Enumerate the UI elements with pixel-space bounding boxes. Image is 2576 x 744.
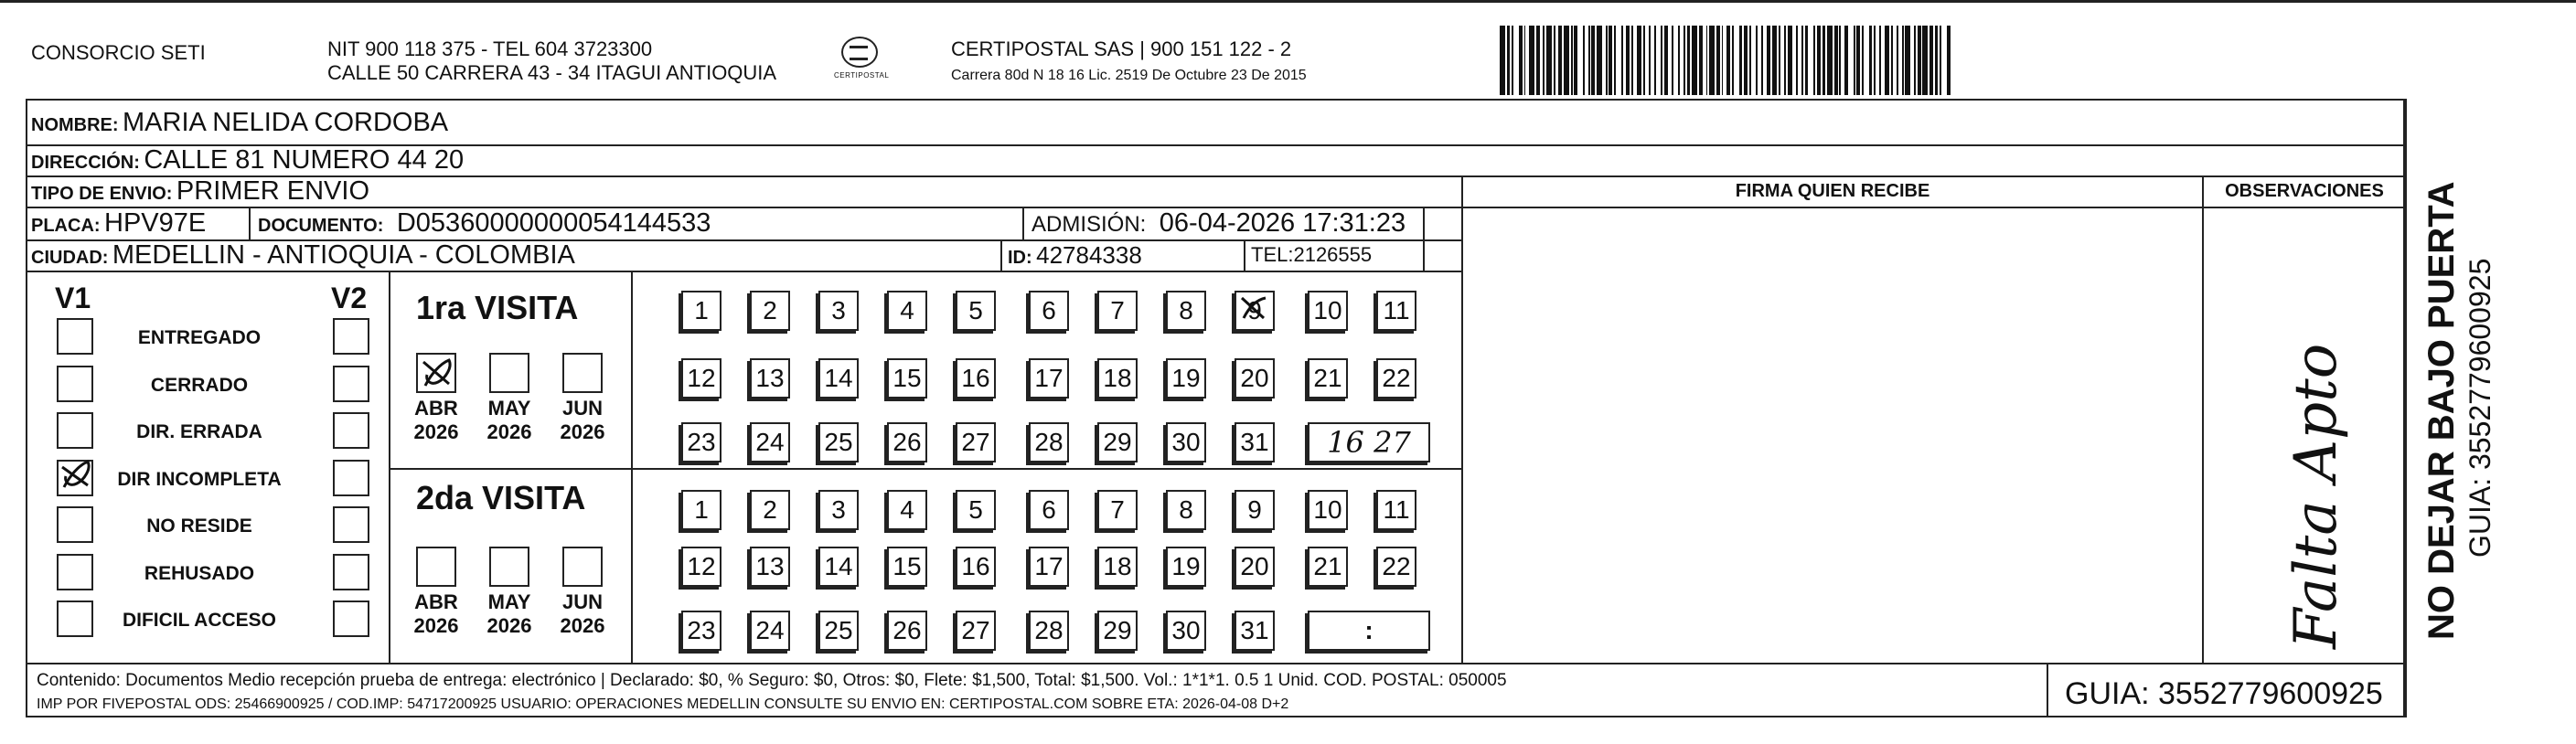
day-box[interactable]: 5 xyxy=(956,291,996,331)
admission-label: ADMISIÓN: xyxy=(1031,212,1147,237)
day-box[interactable]: 15 xyxy=(887,547,927,587)
status-v2-checkbox[interactable] xyxy=(333,366,369,402)
status-option-label: DIR INCOMPLETA xyxy=(117,469,282,490)
day-box[interactable]: 1 xyxy=(681,490,721,530)
day-box[interactable]: 10 xyxy=(1308,490,1348,530)
day-box[interactable]: 29 xyxy=(1097,422,1138,462)
day-box[interactable]: 18 xyxy=(1097,358,1138,399)
city-cell xyxy=(31,239,575,275)
day-box[interactable]: 9 xyxy=(1235,291,1275,331)
day-box[interactable]: 30 xyxy=(1166,611,1206,651)
status-option-label: DIFICIL ACCESO xyxy=(122,610,276,631)
col-divider xyxy=(2202,175,2204,663)
status-option-label: ENTREGADO xyxy=(137,327,262,348)
day-box[interactable]: 8 xyxy=(1166,291,1206,331)
status-v2-checkbox[interactable] xyxy=(333,412,369,449)
col-divider xyxy=(2405,99,2407,717)
status-v1-checkbox[interactable] xyxy=(57,506,93,543)
id-cell xyxy=(1008,239,1142,275)
admission-value: 06-04-2026 17:31:23 xyxy=(1159,208,1406,238)
day-box[interactable]: 19 xyxy=(1166,358,1206,399)
status-option-label: NO RESIDE xyxy=(146,515,252,537)
check-mark-icon xyxy=(57,456,93,493)
status-option-label: REHUSADO xyxy=(144,563,255,584)
v2-header: V2 xyxy=(331,282,368,314)
status-v1-checkbox[interactable] xyxy=(57,366,93,402)
day-box[interactable]: 23 xyxy=(681,611,721,651)
day-box[interactable]: 6 xyxy=(1029,291,1069,331)
id-label: ID: xyxy=(1008,248,1032,268)
day-box[interactable]: 1 xyxy=(681,291,721,331)
month-label: ABR 2026 xyxy=(413,590,459,637)
month-checkbox[interactable] xyxy=(489,547,529,587)
status-v2-checkbox[interactable] xyxy=(333,601,369,637)
day-box[interactable]: 26 xyxy=(887,422,927,462)
send-type: PRIMER ENVIO xyxy=(176,176,370,206)
day-box[interactable]: 6 xyxy=(1029,490,1069,530)
address-label: DIRECCIÓN: xyxy=(31,153,140,173)
day-box[interactable]: 17 xyxy=(1029,358,1069,399)
day-box[interactable]: 13 xyxy=(750,358,790,399)
first-visit-title: 1ra VISITA xyxy=(416,289,579,326)
document-label: DOCUMENTO: xyxy=(258,216,384,236)
certipostal-logo xyxy=(834,37,890,91)
day-box[interactable]: 17 xyxy=(1029,547,1069,587)
day-box[interactable]: 2 xyxy=(750,490,790,530)
month-label: JUN 2026 xyxy=(560,590,605,637)
tel-label: TEL: xyxy=(1251,243,1294,266)
day-box[interactable]: 24 xyxy=(750,422,790,462)
day-box[interactable]: 29 xyxy=(1097,611,1138,651)
month-label: MAY 2026 xyxy=(486,397,532,443)
day-box[interactable]: 27 xyxy=(956,422,996,462)
status-v1-checkbox[interactable] xyxy=(57,601,93,637)
status-v2-checkbox[interactable] xyxy=(333,460,369,496)
day-box[interactable]: 4 xyxy=(887,490,927,530)
month-checkbox[interactable] xyxy=(562,547,603,587)
day-box[interactable]: 4 xyxy=(887,291,927,331)
day-box[interactable]: 26 xyxy=(887,611,927,651)
status-v2-checkbox[interactable] xyxy=(333,318,369,355)
footer-content-line: Contenido: Documentos Medio recepción prueba de entrega: electrónico | Declarado: $0, % Seguro: $0, Otros: $0, Flete: $1,500, Total: $1,500. Vol.: 1*1*1. 0.5 1 Unid. COD. POSTAL: 050005 xyxy=(37,671,1507,690)
status-v1-checkbox[interactable] xyxy=(57,318,93,355)
observations-column-header: OBSERVACIONES xyxy=(2225,181,2384,201)
second-visit-title: 2da VISITA xyxy=(416,479,586,516)
signature-column-header: FIRMA QUIEN RECIBE xyxy=(1735,181,1930,201)
day-box[interactable]: 11 xyxy=(1376,490,1416,530)
col-divider xyxy=(389,271,390,663)
certipostal-line: CERTIPOSTAL SAS | 900 151 122 - 2 xyxy=(951,37,1292,60)
send-type-label: TIPO DE ENVIO: xyxy=(31,184,173,204)
day-box[interactable]: 2 xyxy=(750,291,790,331)
day-box[interactable]: 8 xyxy=(1166,490,1206,530)
status-option-label: CERRADO xyxy=(150,375,249,396)
status-v1-checkbox[interactable] xyxy=(57,412,93,449)
col-divider xyxy=(249,207,251,239)
month-label: ABR 2026 xyxy=(413,397,459,443)
day-box[interactable]: 20 xyxy=(1235,547,1275,587)
day-box[interactable]: 21 xyxy=(1308,547,1348,587)
side-warning: NO DEJAR BAJO PUERTA xyxy=(2421,181,2462,640)
day-box[interactable]: 31 xyxy=(1235,422,1275,462)
day-box[interactable]: 23 xyxy=(681,422,721,462)
col-divider xyxy=(1022,207,1024,239)
day-box[interactable]: 20 xyxy=(1235,358,1275,399)
day-box[interactable]: 31 xyxy=(1235,611,1275,651)
day-box[interactable]: 19 xyxy=(1166,547,1206,587)
day-box[interactable]: 15 xyxy=(887,358,927,399)
admission-cell xyxy=(1031,207,1406,243)
logo-caption: CERTIPOSTAL xyxy=(834,71,890,80)
handwritten-observation: Falta Apto xyxy=(2282,343,2350,649)
col-divider xyxy=(1461,175,1463,663)
day-box[interactable]: 18 xyxy=(1097,547,1138,587)
col-divider xyxy=(1244,239,1245,271)
v1-header: V1 xyxy=(55,282,91,314)
day-box[interactable]: 7 xyxy=(1097,291,1138,331)
day-box[interactable]: 22 xyxy=(1376,547,1416,587)
day-box[interactable]: 12 xyxy=(681,358,721,399)
day-box[interactable]: 13 xyxy=(750,547,790,587)
footer-print-line: IMP POR FIVEPOSTAL ODS: 25466900925 / COD.IMP: 54717200925 USUARIO: OPERACIONES MEDELLIN CONSULTE SU ENVIO EN: CERTIPOSTAL.COM SOBRE ETA: 2026-04-08 D+2 xyxy=(37,696,1289,712)
month-checkbox[interactable] xyxy=(416,353,456,393)
day-box[interactable]: 10 xyxy=(1308,291,1348,331)
plate-label: PLACA: xyxy=(31,216,101,236)
status-v2-checkbox[interactable] xyxy=(333,554,369,590)
col-divider xyxy=(631,271,633,663)
col-divider xyxy=(2047,663,2048,717)
day-box[interactable]: 25 xyxy=(818,422,859,462)
plate-value: HPV97E xyxy=(104,208,207,238)
name-row xyxy=(31,99,448,144)
tel-value: 2126555 xyxy=(1293,243,1373,266)
status-v1-checkbox[interactable] xyxy=(57,554,93,590)
check-mark-icon xyxy=(416,353,456,393)
status-v1-checkbox[interactable] xyxy=(57,460,93,496)
side-guia: GUIA: 3552779600925 xyxy=(2464,258,2496,558)
day-box[interactable]: 5 xyxy=(956,490,996,530)
day-box[interactable]: 16 xyxy=(956,547,996,587)
col-divider xyxy=(1423,207,1425,271)
row-divider xyxy=(389,468,1463,470)
check-mark-icon xyxy=(1235,291,1275,331)
city-value: MEDELLIN - ANTIOQUIA - COLOMBIA xyxy=(112,240,575,270)
day-box[interactable]: 7 xyxy=(1097,490,1138,530)
month-label: MAY 2026 xyxy=(486,590,532,637)
barcode xyxy=(1500,26,2085,95)
name-label: NOMBRE: xyxy=(31,115,119,135)
address-line: CALLE 50 CARRERA 43 - 34 ITAGUI ANTIOQUIA xyxy=(327,61,777,84)
status-v2-checkbox[interactable] xyxy=(333,506,369,543)
time-box[interactable]: : xyxy=(1308,611,1430,651)
day-box[interactable]: 12 xyxy=(681,547,721,587)
row-divider xyxy=(1463,207,2405,208)
top-edge-line xyxy=(0,0,2576,3)
col-divider xyxy=(1000,239,1002,271)
id-value: 42784338 xyxy=(1036,241,1142,269)
month-label: JUN 2026 xyxy=(560,397,605,443)
document-value: D05360000000054144533 xyxy=(396,208,711,238)
month-checkbox[interactable] xyxy=(562,353,603,393)
day-box[interactable]: 11 xyxy=(1376,291,1416,331)
footer-guia: GUIA: 3552779600925 xyxy=(2065,676,2383,711)
day-box[interactable]: 30 xyxy=(1166,422,1206,462)
send-type-row xyxy=(31,175,369,211)
company-name: CONSORCIO SETI xyxy=(31,41,206,64)
day-box[interactable]: 3 xyxy=(818,490,859,530)
tel-cell xyxy=(1251,239,1372,273)
license-line: Carrera 80d N 18 16 Lic. 2519 De Octubre 23 De 2015 xyxy=(951,68,1307,83)
day-box[interactable]: 16 xyxy=(956,358,996,399)
month-checkbox[interactable] xyxy=(416,547,456,587)
day-box[interactable]: 22 xyxy=(1376,358,1416,399)
document-cell xyxy=(258,207,711,243)
day-box[interactable]: 27 xyxy=(956,611,996,651)
day-box[interactable]: 25 xyxy=(818,611,859,651)
day-box[interactable]: 21 xyxy=(1308,358,1348,399)
day-box[interactable]: 14 xyxy=(818,547,859,587)
day-box[interactable]: 9 xyxy=(1235,490,1275,530)
recipient-name: MARIA NELIDA CORDOBA xyxy=(123,108,449,137)
day-box[interactable]: 24 xyxy=(750,611,790,651)
time-box[interactable]: 16 27 xyxy=(1308,422,1430,462)
day-box[interactable]: 3 xyxy=(818,291,859,331)
city-label: CIUDAD: xyxy=(31,248,109,268)
day-box[interactable]: 28 xyxy=(1029,611,1069,651)
status-option-label: DIR. ERRADA xyxy=(136,421,262,442)
day-box[interactable]: 14 xyxy=(818,358,859,399)
plate-cell xyxy=(31,207,206,243)
month-checkbox[interactable] xyxy=(489,353,529,393)
recipient-address: CALLE 81 NUMERO 44 20 xyxy=(144,145,465,175)
nit-line: NIT 900 118 375 - TEL 604 3723300 xyxy=(327,37,653,60)
day-box[interactable]: 28 xyxy=(1029,422,1069,462)
